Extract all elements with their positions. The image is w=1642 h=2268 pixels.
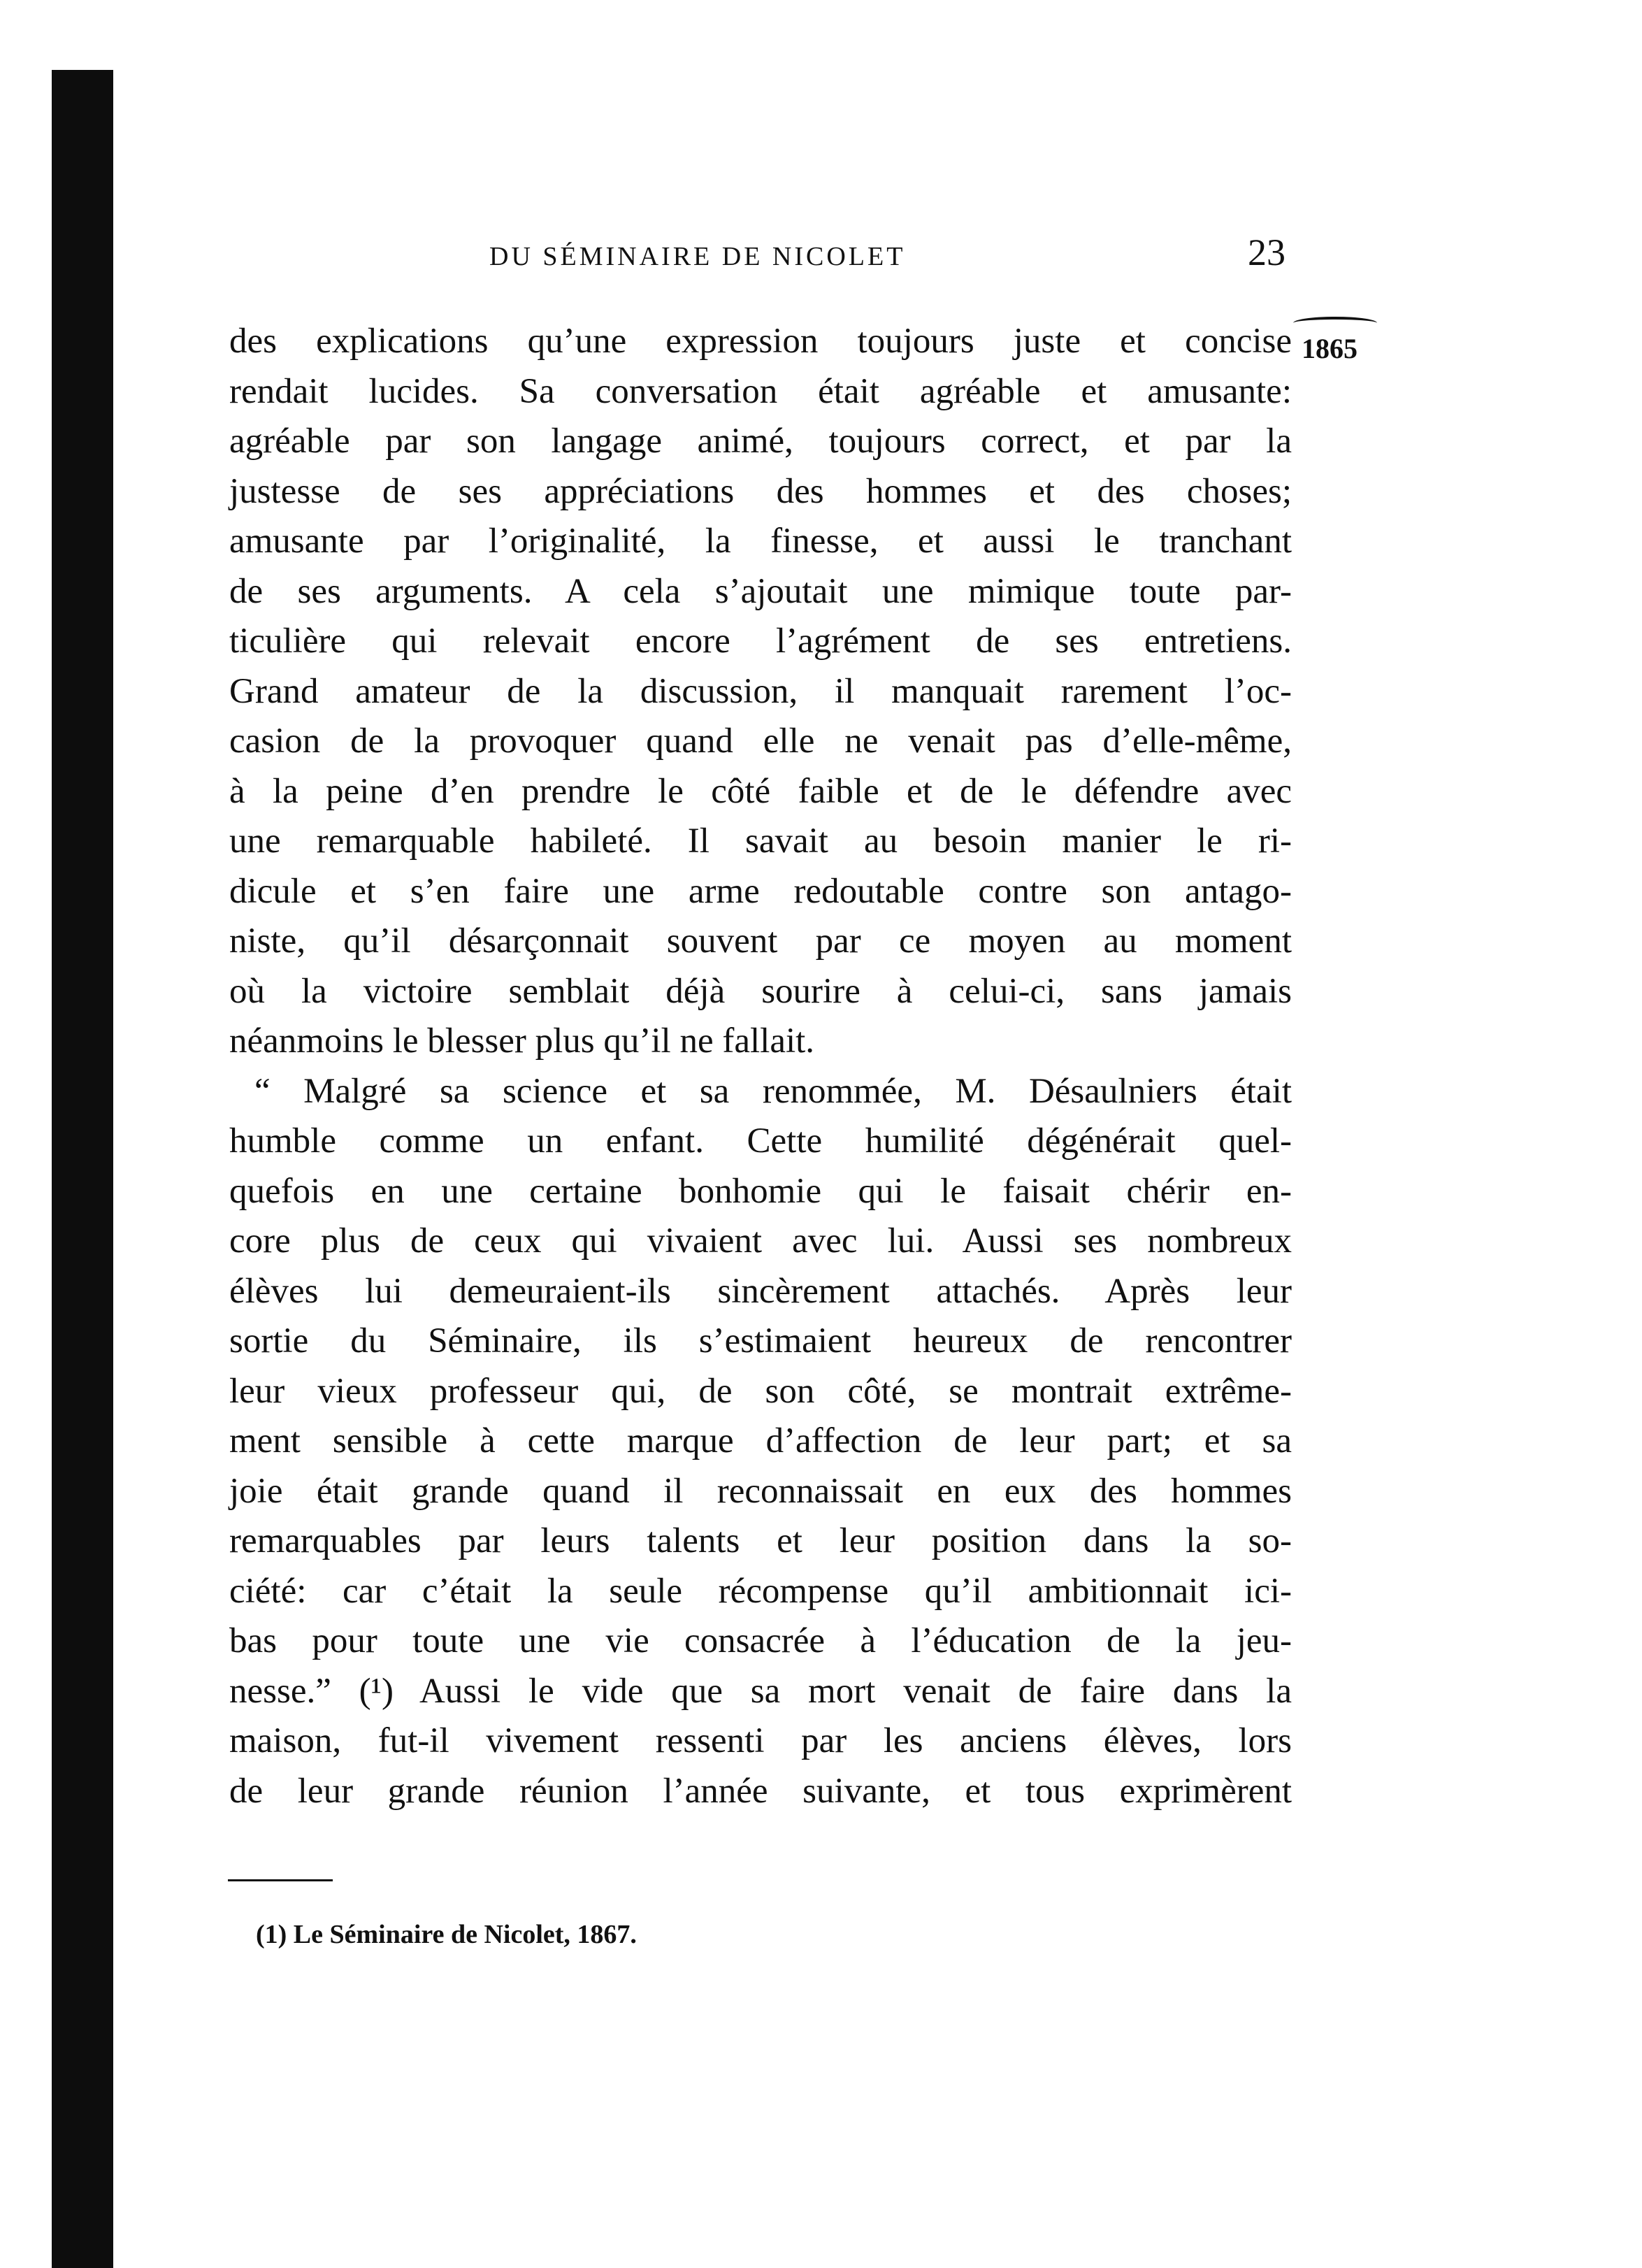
page-number: 23 [1248, 231, 1285, 273]
margin-year-note: 1865 [1302, 333, 1357, 364]
running-head: DU SÉMINAIRE DE NICOLET [489, 242, 906, 271]
text-line: casion de la provoquer quand elle ne venait pas d’elle-même, [229, 722, 1292, 761]
text-line: rendait lucides. Sa conversation était agréable et amusante: [229, 371, 1292, 411]
scan-binding-edge [52, 70, 113, 2268]
footnote: (1) Le Séminaire de Nicolet, 1867. [256, 1920, 637, 1949]
body-text [229, 317, 1292, 1816]
text-line: humble comme un enfant. Cette humilité dégénérait quel- [229, 1121, 1292, 1161]
text-line: une remarquable habileté. Il savait au besoin manier le ri- [229, 821, 1292, 861]
text-line: agréable par son langage animé, toujours correct, et par la [229, 422, 1292, 461]
text-line: de leur grande réunion l’année suivante, et tous exprimèrent [229, 1771, 1292, 1811]
text-line: dicule et s’en faire une arme redoutable contre son antago- [229, 871, 1292, 911]
text-line: remarquables par leurs talents et leur position dans la so- [229, 1521, 1292, 1560]
text-line: joie était grande quand il reconnaissait en eux des hommes [229, 1471, 1292, 1511]
text-line: de ses arguments. A cela s’ajoutait une mimique toute par- [229, 571, 1292, 611]
text-line: bas pour toute une vie consacrée à l’éducation de la jeu- [229, 1621, 1292, 1660]
text-line: quefois en une certaine bonhomie qui le faisait chérir en- [229, 1171, 1292, 1211]
text-line: sortie du Séminaire, ils s’estimaient heureux de rencontrer [229, 1321, 1292, 1361]
text-line: leur vieux professeur qui, de son côté, se montrait extrême- [229, 1371, 1292, 1411]
paragraph-2 [229, 1067, 1292, 1817]
text-line: core plus de ceux qui vivaient avec lui. Aussi ses nombreux [229, 1221, 1292, 1261]
text-line: Grand amateur de la discussion, il manquait rarement l’oc- [229, 671, 1292, 711]
text-line: maison, fut-il vivement ressenti par les anciens élèves, lors [229, 1721, 1292, 1760]
text-line: amusante par l’originalité, la finesse, et aussi le tranchant [229, 522, 1292, 561]
text-line: niste, qu’il désarçonnait souvent par ce moyen au moment [229, 921, 1292, 961]
text-line: néanmoins le blesser plus qu’il ne fallait. [229, 1021, 815, 1061]
text-line: ment sensible à cette marque d’affection de leur part; et sa [229, 1421, 1292, 1460]
text-line: où la victoire semblait déjà sourire à celui-ci, sans jamais [229, 971, 1292, 1011]
text-line: élèves lui demeuraient-ils sincèrement attachés. Après leur [229, 1271, 1292, 1311]
paragraph-1 [229, 317, 1292, 1067]
text-line: “ Malgré sa science et sa renommée, M. Désaulniers était [254, 1071, 1292, 1111]
text-line: nesse.” (¹) Aussi le vide que sa mort venait de faire dans la [229, 1671, 1292, 1711]
text-line: ticulière qui relevait encore l’agrément de ses entretiens. [229, 622, 1292, 661]
text-line: des explications qu’une expression toujours juste et concise [229, 322, 1292, 361]
text-line: justesse de ses appréciations des hommes et des choses; [229, 471, 1292, 511]
footnote-rule [228, 1879, 333, 1881]
text-line: à la peine d’en prendre le côté faible et de le défendre avec [229, 771, 1292, 811]
text-line: ciété: car c’était la seule récompense qu’il ambitionnait ici- [229, 1571, 1292, 1611]
